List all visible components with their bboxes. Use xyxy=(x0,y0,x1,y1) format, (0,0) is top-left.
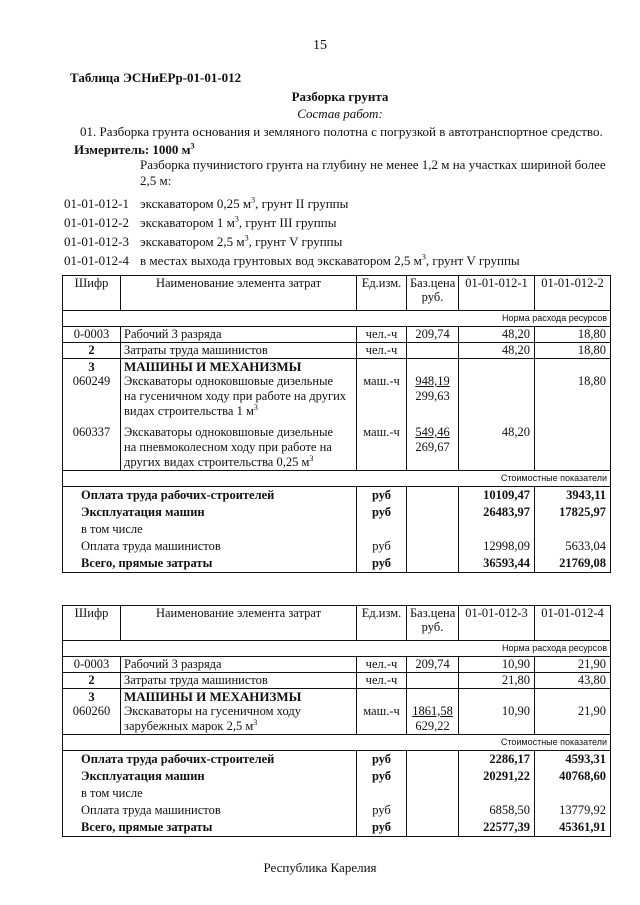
cell-price: 209,74 xyxy=(407,657,459,673)
table-title: Таблица ЭСНиЕРр-01-01-012 xyxy=(70,70,242,85)
total-b: 45361,91 xyxy=(535,819,611,837)
cell-code: 060260 xyxy=(63,704,121,735)
total-b: 17825,97 xyxy=(535,504,611,521)
cell-b xyxy=(535,419,611,471)
table-row xyxy=(63,673,611,689)
total-row xyxy=(63,538,611,555)
name-text: зарубежных марок 2,5 м xyxy=(124,719,254,733)
cell-name xyxy=(121,419,357,471)
total-a: 10109,47 xyxy=(459,487,535,505)
code-desc-end: , грунт III группы xyxy=(238,215,337,230)
section-header xyxy=(63,311,611,327)
cell-a: 48,20 xyxy=(459,419,535,471)
price-total: 1861,58 xyxy=(412,704,453,718)
total-name: Всего, прямые затраты xyxy=(63,819,357,837)
total-b: 21769,08 xyxy=(535,555,611,573)
total-name: Оплата труда машинистов xyxy=(63,802,357,819)
total-name: Оплата труда рабочих-строителей xyxy=(63,487,357,505)
cell-name: МАШИНЫ И МЕХАНИЗМЫ xyxy=(121,359,357,375)
cell-price xyxy=(407,419,459,471)
total-row xyxy=(63,555,611,573)
cell-price xyxy=(407,704,459,735)
resource-norm-label: Норма расхода ресурсов xyxy=(63,641,611,657)
code-id: 01-01-012-3 xyxy=(64,234,129,249)
code-desc: экскаватором 1 м xyxy=(140,215,235,230)
section-header xyxy=(63,471,611,487)
cell-unit: маш.-ч xyxy=(357,374,407,419)
total-name: Всего, прямые затраты xyxy=(63,555,357,573)
cell-a xyxy=(459,374,535,419)
cell-unit: маш.-ч xyxy=(357,704,407,735)
cell-unit: маш.-ч xyxy=(357,419,407,471)
price-wages: 269,67 xyxy=(415,440,450,454)
cell-code: 0-0003 xyxy=(63,657,121,673)
cell-name: Затраты труда машинистов xyxy=(121,673,357,689)
cell-code: 060249 xyxy=(63,374,121,419)
code-exp: 3 xyxy=(421,252,426,262)
cell-b: 18,80 xyxy=(535,374,611,419)
total-unit xyxy=(357,785,407,802)
code-desc: в местах выхода грунтовых вод экскаватором 2,5 м xyxy=(140,253,422,268)
cell-code: 3 xyxy=(63,359,121,375)
intro-text: Разборка пучинистого грунта на глубину не менее 1,2 м на участках шириной более 2,5 м: xyxy=(140,157,606,188)
cell-b: 18,80 xyxy=(535,327,611,343)
total-b: 13779,92 xyxy=(535,802,611,819)
section-header xyxy=(63,735,611,751)
total-name: Эксплуатация машин xyxy=(63,768,357,785)
cell-price xyxy=(407,343,459,359)
total-unit: руб xyxy=(357,768,407,785)
total-a: 2286,17 xyxy=(459,751,535,769)
total-row xyxy=(63,802,611,819)
code-desc-end: , грунт II группы xyxy=(255,196,349,211)
header-price: Баз.цена руб. xyxy=(407,276,459,311)
machine-row xyxy=(63,374,611,419)
header-col-b: 01-01-012-2 xyxy=(535,276,611,311)
cell-unit: чел.-ч xyxy=(357,657,407,673)
name-text: других видах строительства 0,25 м xyxy=(124,455,310,469)
total-unit: руб xyxy=(357,538,407,555)
name-exp: 3 xyxy=(253,402,258,412)
header-col-a: 01-01-012-1 xyxy=(459,276,535,311)
code-id: 01-01-012-2 xyxy=(64,215,129,230)
total-row xyxy=(63,521,611,538)
cell-b: 43,80 xyxy=(535,673,611,689)
total-unit: руб xyxy=(357,504,407,521)
total-row xyxy=(63,504,611,521)
group-row xyxy=(63,689,611,705)
machine-row xyxy=(63,419,611,471)
table-row xyxy=(63,343,611,359)
table-header xyxy=(63,606,611,641)
total-unit: руб xyxy=(357,751,407,769)
total-row xyxy=(63,768,611,785)
cell-a: 48,20 xyxy=(459,343,535,359)
header-unit: Ед.изм. xyxy=(357,276,407,311)
name-line: на пневмоколесном ходу при работе на xyxy=(124,440,332,454)
cell-code: 060337 xyxy=(63,419,121,471)
resource-norm-label: Норма расхода ресурсов xyxy=(63,311,611,327)
price-total: 948,19 xyxy=(415,374,450,388)
total-name: Оплата труда рабочих-строителей xyxy=(63,751,357,769)
cell-price xyxy=(407,374,459,419)
code-item xyxy=(64,251,624,270)
code-list xyxy=(64,194,624,270)
total-a: 22577,39 xyxy=(459,819,535,837)
cell-a: 10,90 xyxy=(459,704,535,735)
total-b xyxy=(535,521,611,538)
total-a: 26483,97 xyxy=(459,504,535,521)
name-exp: 3 xyxy=(253,717,258,727)
table-row xyxy=(63,657,611,673)
total-b: 3943,11 xyxy=(535,487,611,505)
machine-row xyxy=(63,704,611,735)
name-exp: 3 xyxy=(309,453,314,463)
code-exp: 3 xyxy=(234,214,239,224)
code-item xyxy=(64,232,624,251)
cost-indicators-label: Стоимостные показатели xyxy=(63,471,611,487)
page-number: 15 xyxy=(313,38,327,53)
estimate-table-2 xyxy=(62,605,611,837)
group-row xyxy=(63,359,611,375)
total-row xyxy=(63,751,611,769)
cell-a: 48,20 xyxy=(459,327,535,343)
total-a xyxy=(459,521,535,538)
total-a xyxy=(459,785,535,802)
name-line: Экскаваторы на гусеничном ходу xyxy=(124,704,301,718)
cell-code: 2 xyxy=(63,673,121,689)
cell-code: 3 xyxy=(63,689,121,705)
code-desc: экскаватором 2,5 м xyxy=(140,234,245,249)
code-id: 01-01-012-4 xyxy=(64,253,129,268)
name-line: на гусеничном ходу при работе на других xyxy=(124,389,347,403)
code-item xyxy=(64,194,624,213)
total-b: 4593,31 xyxy=(535,751,611,769)
total-name: в том числе xyxy=(63,785,357,802)
work-description: 01. Разборка грунта основания и земляного полотна с погрузкой в автотранспортное средство. xyxy=(80,124,603,139)
code-desc-end: , грунт V группы xyxy=(425,253,520,268)
price-total: 549,46 xyxy=(415,425,450,439)
table-row xyxy=(63,327,611,343)
name-line xyxy=(124,455,353,470)
cell-name xyxy=(121,704,357,735)
footer-region: Республика Карелия xyxy=(263,860,377,875)
total-unit xyxy=(357,521,407,538)
header-unit: Ед.изм. xyxy=(357,606,407,641)
cell-code: 0-0003 xyxy=(63,327,121,343)
name-line: Экскаваторы одноковшовые дизельные xyxy=(124,374,334,388)
total-b: 5633,04 xyxy=(535,538,611,555)
measure-unit xyxy=(74,142,195,158)
total-row xyxy=(63,785,611,802)
cell-unit: чел.-ч xyxy=(357,673,407,689)
total-a: 36593,44 xyxy=(459,555,535,573)
cell-price: 209,74 xyxy=(407,327,459,343)
code-exp: 3 xyxy=(244,233,249,243)
cell-b: 21,90 xyxy=(535,657,611,673)
total-a: 12998,09 xyxy=(459,538,535,555)
total-name: в том числе xyxy=(63,521,357,538)
section-header xyxy=(63,641,611,657)
total-unit: руб xyxy=(357,487,407,505)
code-exp: 3 xyxy=(251,195,256,205)
measure-exponent: 3 xyxy=(190,141,195,151)
cell-b: 18,80 xyxy=(535,343,611,359)
cell-unit: чел.-ч xyxy=(357,327,407,343)
total-unit: руб xyxy=(357,802,407,819)
price-wages: 629,22 xyxy=(415,719,450,733)
total-unit: руб xyxy=(357,819,407,837)
name-line: Экскаваторы одноковшовые дизельные xyxy=(124,425,334,439)
header-col-a: 01-01-012-3 xyxy=(459,606,535,641)
cell-a: 21,80 xyxy=(459,673,535,689)
total-name: Эксплуатация машин xyxy=(63,504,357,521)
code-id: 01-01-012-1 xyxy=(64,196,129,211)
header-code: Шифр xyxy=(63,606,121,641)
total-a: 20291,22 xyxy=(459,768,535,785)
cost-indicators-label: Стоимостные показатели xyxy=(63,735,611,751)
total-b xyxy=(535,785,611,802)
name-line xyxy=(124,719,353,734)
code-item xyxy=(64,213,624,232)
cell-a: 10,90 xyxy=(459,657,535,673)
cell-price xyxy=(407,673,459,689)
cell-name: Рабочий 3 разряда xyxy=(121,657,357,673)
cell-name: МАШИНЫ И МЕХАНИЗМЫ xyxy=(121,689,357,705)
doc-heading: Разборка грунта xyxy=(291,89,389,104)
total-row xyxy=(63,819,611,837)
code-desc-end: , грунт V группы xyxy=(248,234,343,249)
cell-name: Затраты труда машинистов xyxy=(121,343,357,359)
name-text: видах строительства 1 м xyxy=(124,404,254,418)
header-col-b: 01-01-012-4 xyxy=(535,606,611,641)
total-a: 6858,50 xyxy=(459,802,535,819)
cell-code: 2 xyxy=(63,343,121,359)
total-unit: руб xyxy=(357,555,407,573)
header-code: Шифр xyxy=(63,276,121,311)
cell-name xyxy=(121,374,357,419)
table-header xyxy=(63,276,611,311)
total-name: Оплата труда машинистов xyxy=(63,538,357,555)
name-line xyxy=(124,404,353,419)
cell-name: Рабочий 3 разряда xyxy=(121,327,357,343)
price-wages: 299,63 xyxy=(415,389,450,403)
header-price: Баз.цена руб. xyxy=(407,606,459,641)
total-row xyxy=(63,487,611,505)
estimate-table-1 xyxy=(62,275,611,573)
header-name: Наименование элемента затрат xyxy=(121,606,357,641)
code-desc: экскаватором 0,25 м xyxy=(140,196,252,211)
measure-label: Измеритель: 1000 м xyxy=(74,142,191,157)
cell-unit: чел.-ч xyxy=(357,343,407,359)
composition-label: Состав работ: xyxy=(297,106,383,121)
total-b: 40768,60 xyxy=(535,768,611,785)
cell-b: 21,90 xyxy=(535,704,611,735)
header-name: Наименование элемента затрат xyxy=(121,276,357,311)
